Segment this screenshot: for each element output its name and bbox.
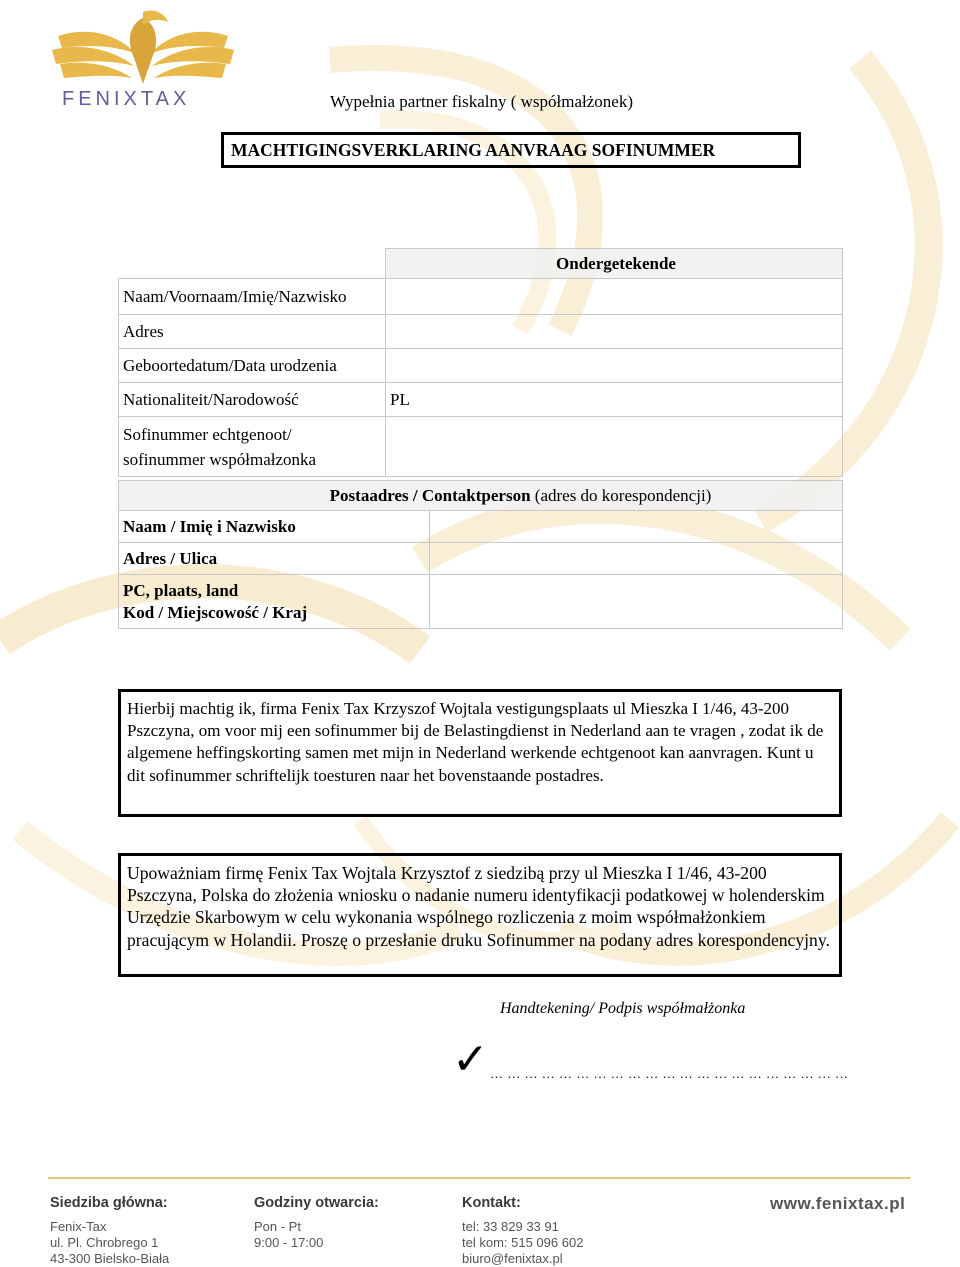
field-address[interactable] xyxy=(386,315,843,349)
footer-contact-heading: Kontakt: xyxy=(462,1195,521,1211)
label-street: Adres / Ulica xyxy=(119,543,430,575)
document-title: MACHTIGINGSVERKLARING AANVRAAG SOFINUMMER xyxy=(221,132,801,168)
label-spouse-sofinummer xyxy=(119,417,386,477)
signatory-table xyxy=(118,248,843,477)
footer-line: ul. Pl. Chrobrego 1 xyxy=(50,1235,159,1250)
authorization-text-pl: Upoważniam firmę Fenix Tax Wojtala Krzysztof z siedzibą przy ul Mieszka I 1/46, 43-200 Pszczyna, Polska do złożenia wniosku o nadanie numeru identyfikacji podatkowej w holenderskim Urzędzie Skarbowym w celu wykonania wspólnego rozliczenia z moim współmałżonkiem pracującym w Holandii. Proszę o przesłanie druku Sofinummer na podany adres korespondencyjny. xyxy=(118,853,842,977)
label-name: Naam/Voornaam/Imię/Nazwisko xyxy=(119,279,386,315)
label-contact-name: Naam / Imię i Nazwisko xyxy=(119,511,430,543)
checkmark-icon: ✓ xyxy=(452,1034,489,1085)
field-contact-name[interactable] xyxy=(430,511,843,543)
page-subtitle: Wypełnia partner fiskalny ( współmałżonek) xyxy=(330,92,633,111)
postal-heading xyxy=(119,481,843,511)
footer-hours xyxy=(254,1195,379,1251)
field-name[interactable] xyxy=(386,279,843,315)
label-postcode-city xyxy=(119,575,430,629)
footer-email[interactable]: biuro@fenixtax.pl xyxy=(462,1251,563,1266)
postal-heading-bold: Postaadres / Contaktperson xyxy=(329,485,531,505)
label-spouse-sofinummer-nl: Sofinummer echtgenoot/ xyxy=(123,424,292,444)
postal-address-table xyxy=(118,480,843,629)
field-spouse-sofinummer[interactable] xyxy=(386,417,843,477)
footer-hours-heading: Godziny otwarcia: xyxy=(254,1195,379,1211)
footer-line: 9:00 - 17:00 xyxy=(254,1235,324,1250)
label-birthdate: Geboortedatum/Data urodzenia xyxy=(119,349,386,383)
field-street[interactable] xyxy=(430,543,843,575)
postal-heading-normal: (adres do korespondencji) xyxy=(530,485,712,505)
signature-label: Handtekening/ Podpis współmałżonka xyxy=(500,1000,746,1017)
signatory-heading: Ondergetekende xyxy=(386,249,843,279)
footer-website-link[interactable]: www.fenixtax.pl xyxy=(770,1194,906,1213)
signature-line[interactable]: … … … … … … … … … … … … … … … … … … … … … xyxy=(490,1066,849,1081)
footer-mobile[interactable]: tel kom: 515 096 602 xyxy=(462,1235,584,1250)
label-nationality: Nationaliteit/Narodowość xyxy=(119,383,386,417)
footer-line: Fenix-Tax xyxy=(50,1219,107,1234)
field-postcode-city[interactable] xyxy=(430,575,843,629)
label-address: Adres xyxy=(119,315,386,349)
footer-headquarters-heading: Siedziba główna: xyxy=(50,1195,168,1211)
label-postcode-city-nl: PC, plaats, land xyxy=(123,580,239,600)
footer-phone[interactable]: tel: 33 829 33 91 xyxy=(462,1219,559,1234)
authorization-text-nl: Hierbij machtig ik, firma Fenix Tax Krzyszof Wojtala vestigungsplaats ul Mieszka I 1/46, 43-200 Pszczyna, om voor mij een sofinummer bij de Belastingdienst in Nederland aan te vragen , zodat ik de algemene heffingskorting samen met mijn in Nederland werkende echtgenoot kan aanvragen. Kunt u dit sofinummer schriftelijk toesturen naar het bovenstaande postadres. xyxy=(118,689,842,817)
logo-text: FENIXTAX xyxy=(62,88,191,110)
label-spouse-sofinummer-pl: sofinummer współmałzonka xyxy=(123,449,317,469)
field-birthdate[interactable] xyxy=(386,349,843,383)
footer-contact xyxy=(462,1195,583,1267)
footer-line: 43-300 Bielsko-Biała xyxy=(50,1251,170,1266)
footer-line: Pon - Pt xyxy=(254,1219,301,1234)
footer-headquarters xyxy=(50,1195,169,1267)
label-postcode-city-pl: Kod / Miejscowość / Kraj xyxy=(123,602,308,622)
field-nationality[interactable]: PL xyxy=(386,383,843,417)
footer-divider xyxy=(48,1177,910,1179)
